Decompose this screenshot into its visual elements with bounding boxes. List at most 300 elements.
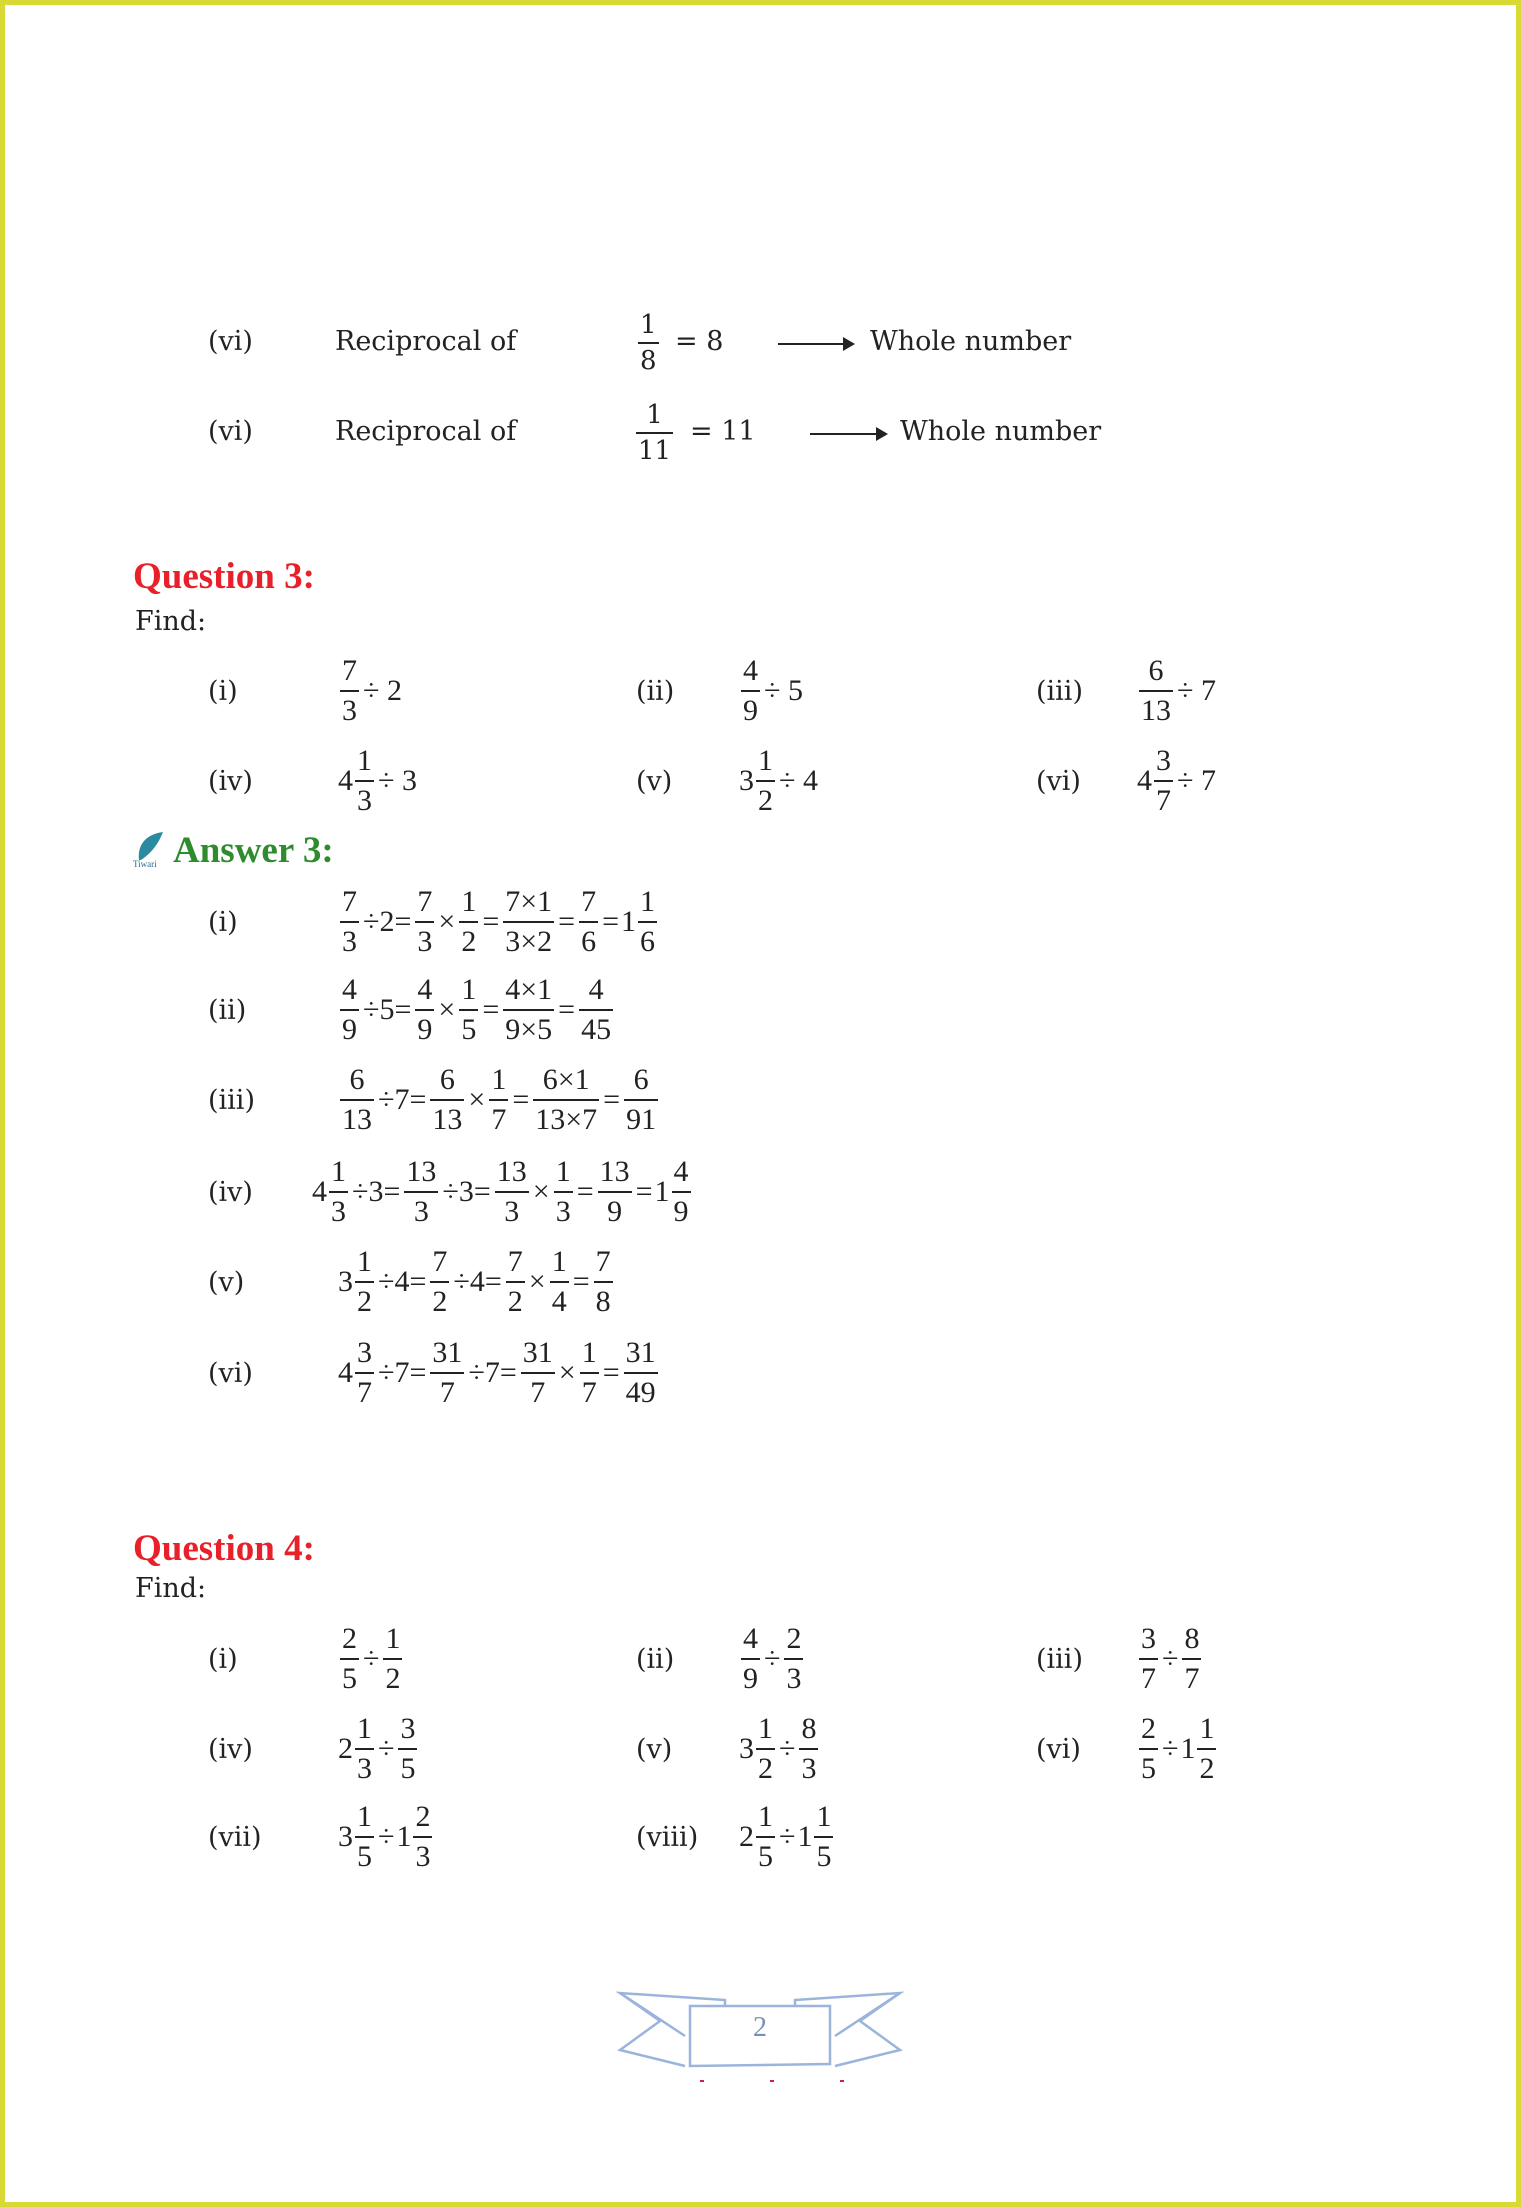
operator-text: =	[635, 1175, 653, 1208]
item-label: (iv)	[208, 1733, 253, 1765]
fraction	[741, 656, 760, 726]
item-label: (v)	[208, 1266, 245, 1298]
denominator: 8	[638, 342, 659, 374]
operator-text: ÷4=	[453, 1265, 502, 1298]
operator-text: ×	[532, 1175, 550, 1208]
denominator: 5	[1139, 1748, 1158, 1784]
numerator: 4×1	[505, 973, 553, 1006]
reciprocal-text: Reciprocal of	[335, 416, 517, 447]
denominator: 2	[756, 1748, 775, 1784]
item-expression	[338, 1614, 404, 1704]
math-expression	[338, 975, 615, 1045]
numerator: 7×1	[505, 885, 553, 918]
fraction	[430, 1338, 464, 1408]
question-4-prompt: Find:	[135, 1573, 207, 1604]
math-expression	[338, 1338, 660, 1408]
fraction	[340, 1065, 374, 1135]
fraction	[579, 975, 613, 1045]
item-label: (iii)	[1036, 675, 1083, 707]
item-label: (iii)	[1036, 1643, 1083, 1675]
numerator: 3	[400, 1712, 416, 1745]
numerator: 7	[507, 1245, 523, 1278]
denominator: 3	[355, 1748, 374, 1784]
numerator: 1	[758, 1800, 773, 1833]
operator-text: ÷ 7	[1177, 674, 1216, 707]
denominator: 9	[741, 690, 760, 726]
list-item	[1036, 1704, 1081, 1794]
list-item	[208, 1055, 255, 1145]
item-expression	[338, 646, 404, 736]
numerator: 31	[625, 1336, 656, 1369]
operator-text: ÷	[1162, 1732, 1179, 1765]
operator-text: ÷3=	[352, 1175, 401, 1208]
right-arrow-icon	[778, 343, 853, 345]
numerator: 2	[415, 1800, 431, 1833]
fraction	[741, 1624, 760, 1694]
list-item	[208, 1614, 238, 1704]
item-expression	[1137, 1704, 1218, 1794]
math-expression	[1137, 746, 1218, 816]
denominator: 5	[814, 1836, 833, 1872]
fraction	[624, 1065, 658, 1135]
denominator: 7	[1182, 1658, 1201, 1694]
numerator: 1	[331, 1155, 346, 1188]
operator-text: ×	[558, 1356, 576, 1389]
numerator: 1	[357, 744, 372, 777]
operator-text: ×	[438, 905, 456, 938]
denominator: 2	[1197, 1748, 1216, 1784]
numerator: 2	[786, 1622, 802, 1655]
fraction	[1182, 1624, 1201, 1694]
question-4-title: Question 4:	[133, 1528, 315, 1569]
list-item	[636, 646, 674, 736]
answer-3-title: Answer 3:	[173, 830, 334, 871]
fraction	[340, 1624, 359, 1694]
operator-text: =	[482, 993, 500, 1026]
item-label: (i)	[208, 675, 238, 707]
item-label: (ii)	[636, 675, 675, 707]
right-arrow-icon	[810, 433, 886, 435]
numerator: 7	[432, 1245, 448, 1278]
numerator: 1	[581, 1336, 597, 1369]
numerator: 1	[758, 1712, 773, 1745]
fraction	[413, 1802, 432, 1872]
whole-part: 1	[396, 1820, 412, 1853]
numerator: 31	[432, 1336, 463, 1369]
fraction	[355, 1247, 374, 1317]
whole-part: 3	[739, 1732, 754, 1765]
operator-text: ×	[468, 1083, 486, 1116]
operator-text: ÷	[363, 1642, 380, 1675]
math-expression	[739, 1802, 835, 1872]
fraction	[430, 1065, 464, 1135]
fraction	[329, 1157, 348, 1227]
page-number: 2	[753, 2012, 767, 2043]
math-expression	[1137, 656, 1218, 726]
denominator: 3	[340, 690, 359, 726]
fraction	[495, 1157, 529, 1227]
math-expression	[338, 1802, 434, 1872]
numerator: 3	[357, 1336, 372, 1369]
fraction	[459, 887, 478, 957]
fraction	[340, 656, 359, 726]
denominator: 45	[579, 1009, 613, 1045]
operator-text: ÷5=	[363, 993, 412, 1026]
numerator: 6	[633, 1063, 649, 1096]
fraction	[383, 1624, 402, 1694]
whole-part: 4	[312, 1175, 327, 1208]
numerator: 1	[491, 1063, 507, 1096]
item-expression	[739, 736, 820, 826]
list-item	[1036, 646, 1083, 736]
numerator: 13	[406, 1155, 437, 1188]
whole-part: 1	[654, 1175, 670, 1208]
numerator: 1	[461, 885, 477, 918]
whole-part: 1	[1180, 1732, 1196, 1765]
numerator: 1	[551, 1245, 567, 1278]
answer-3-logo	[133, 830, 169, 868]
item-expression	[312, 1147, 693, 1237]
math-expression	[338, 1624, 404, 1694]
numerator: 7	[417, 885, 433, 918]
operator-text: ×	[438, 993, 456, 1026]
fraction	[638, 887, 657, 957]
denominator: 9	[415, 1009, 434, 1045]
operator-text: ÷ 7	[1177, 764, 1216, 797]
item-label: (vi)	[208, 1357, 253, 1389]
fraction	[624, 1338, 658, 1408]
denominator: 2	[756, 780, 775, 816]
list-item	[208, 736, 253, 826]
denominator: 3	[329, 1191, 348, 1227]
list-item	[208, 1328, 253, 1418]
math-expression	[739, 1714, 820, 1784]
operator-text: =	[558, 905, 576, 938]
numerator: 1	[640, 885, 655, 918]
operator-text: =	[602, 1356, 620, 1389]
item-label: (v)	[636, 765, 673, 797]
denominator: 11	[636, 432, 673, 464]
item-label: (vi)	[208, 326, 253, 357]
denominator: 4	[550, 1281, 569, 1317]
item-label: (ii)	[636, 1643, 675, 1675]
denominator: 3	[415, 921, 434, 957]
math-expression	[636, 312, 661, 374]
numerator: 7	[595, 1245, 611, 1278]
operator-text: ÷ 5	[764, 674, 803, 707]
numerator: 1	[461, 973, 477, 1006]
denominator: 9	[741, 1658, 760, 1694]
denominator: 3	[784, 1658, 803, 1694]
item-label: (ii)	[208, 994, 247, 1026]
operator-text: =	[603, 1083, 621, 1116]
item-expression	[338, 965, 615, 1055]
numerator: 13	[496, 1155, 527, 1188]
list-item	[208, 965, 246, 1055]
denominator: 49	[624, 1372, 658, 1408]
fraction	[415, 887, 434, 957]
item-label: (iv)	[208, 1176, 253, 1208]
math-expression	[1137, 1624, 1203, 1694]
numerator: 1	[357, 1245, 372, 1278]
item-label: (i)	[208, 906, 238, 938]
math-expression	[634, 402, 675, 464]
operator-text: ÷7=	[378, 1356, 427, 1389]
item-expression	[338, 1704, 419, 1794]
numerator: 4	[417, 973, 433, 1006]
item-expression	[338, 1792, 434, 1882]
denominator: 6	[638, 921, 657, 957]
whole-part: 2	[338, 1732, 353, 1765]
question-3-prompt: Find:	[135, 606, 207, 637]
item-expression	[1137, 646, 1218, 736]
math-expression	[312, 1157, 693, 1227]
operator-text: ÷3=	[442, 1175, 491, 1208]
reciprocal-text: Reciprocal of	[335, 326, 517, 357]
fraction	[1197, 1714, 1216, 1784]
operator-text: =	[602, 905, 619, 938]
numerator: 4	[673, 1155, 689, 1188]
denominator: 5	[355, 1836, 374, 1872]
fraction	[415, 975, 434, 1045]
fraction	[638, 312, 659, 374]
fraction	[1139, 656, 1173, 726]
math-expression	[739, 746, 820, 816]
question-3-title: Question 3:	[133, 556, 315, 597]
fraction	[814, 1802, 833, 1872]
fraction	[579, 887, 598, 957]
numerator: 4	[743, 1622, 758, 1655]
list-item	[208, 1147, 253, 1237]
whole-part: 4	[338, 764, 353, 797]
operator-text: =	[558, 993, 576, 1026]
operator-text: ÷7=	[468, 1356, 517, 1389]
numerator: 7	[342, 654, 357, 687]
whole-part: 4	[1137, 764, 1152, 797]
operator-text: =	[482, 905, 500, 938]
fraction	[398, 1714, 417, 1784]
fraction	[506, 1247, 525, 1317]
numerator: 6	[349, 1063, 365, 1096]
math-expression	[338, 1247, 615, 1317]
denominator: 13×7	[533, 1099, 599, 1135]
fraction	[459, 975, 478, 1045]
numerator: 13	[599, 1155, 630, 1188]
fraction	[430, 1247, 449, 1317]
math-expression	[338, 1065, 660, 1135]
list-item	[636, 1614, 674, 1704]
item-expression	[1137, 1614, 1203, 1704]
numerator: 2	[1141, 1712, 1156, 1745]
denominator: 9	[598, 1191, 632, 1227]
operator-text: ×	[528, 1265, 546, 1298]
denominator: 3	[413, 1836, 432, 1872]
numerator: 7	[581, 885, 597, 918]
denominator: 6	[579, 921, 598, 957]
operator-text: ÷	[378, 1732, 395, 1765]
numerator: 4	[342, 973, 357, 1006]
math-expression	[338, 887, 659, 957]
fraction	[340, 887, 359, 957]
operator-text: ÷	[764, 1642, 781, 1675]
denominator: 7	[1139, 1658, 1158, 1694]
denominator: 5	[398, 1748, 417, 1784]
denominator: 2	[355, 1281, 374, 1317]
denominator: 3	[355, 780, 374, 816]
numerator: 6	[439, 1063, 455, 1096]
item-label: (v)	[636, 1733, 673, 1765]
numerator: 1	[385, 1622, 401, 1655]
reciprocal-fraction	[636, 298, 661, 388]
denominator: 3×2	[503, 921, 554, 957]
numerator: 1	[555, 1155, 571, 1188]
denominator: 3	[799, 1748, 818, 1784]
reciprocal-fraction	[634, 388, 675, 478]
denominator: 2	[383, 1658, 402, 1694]
operator-text: ÷2=	[363, 905, 412, 938]
denominator: 2	[430, 1281, 449, 1317]
fraction	[340, 975, 359, 1045]
fraction	[554, 1157, 573, 1227]
denominator: 2	[506, 1281, 525, 1317]
fraction	[355, 746, 374, 816]
numerator: 4	[743, 654, 758, 687]
numerator: 31	[522, 1336, 553, 1369]
fraction	[799, 1714, 818, 1784]
operator-text: =	[576, 1175, 594, 1208]
whole-part: 3	[338, 1265, 353, 1298]
item-label: (vi)	[1036, 765, 1081, 797]
denominator: 3	[495, 1191, 529, 1227]
fraction	[1139, 1624, 1158, 1694]
whole-part: 3	[338, 1820, 353, 1853]
list-item	[208, 1704, 253, 1794]
list-item	[636, 1792, 698, 1882]
reciprocal-result: = 8	[675, 326, 724, 357]
item-label: (iii)	[208, 1084, 255, 1116]
fraction	[521, 1338, 555, 1408]
numerator: 4	[588, 973, 604, 1006]
list-item	[208, 1792, 262, 1882]
page-number-ribbon	[615, 1988, 905, 2098]
operator-text: =	[512, 1083, 530, 1116]
denominator: 7	[489, 1099, 508, 1135]
denominator: 9	[672, 1191, 691, 1227]
item-expression	[338, 877, 659, 967]
fraction	[533, 1065, 599, 1135]
fraction	[355, 1802, 374, 1872]
fraction	[404, 1157, 438, 1227]
numerator: 1	[1199, 1712, 1215, 1745]
denominator: 7	[430, 1372, 464, 1408]
item-expression	[338, 1328, 660, 1418]
item-expression	[739, 646, 805, 736]
item-expression	[338, 1237, 615, 1327]
list-item	[1036, 736, 1081, 826]
denominator: 13	[430, 1099, 464, 1135]
reciprocal-note: Whole number	[870, 326, 1072, 357]
fraction	[503, 887, 554, 957]
operator-text: ÷ 2	[363, 674, 402, 707]
numerator: 2	[342, 1622, 357, 1655]
fraction	[598, 1157, 632, 1227]
fraction	[503, 975, 554, 1045]
item-expression	[338, 736, 419, 826]
denominator: 3	[404, 1191, 438, 1227]
math-expression	[338, 1714, 419, 1784]
denominator: 91	[624, 1099, 658, 1135]
item-label: (viii)	[636, 1821, 699, 1853]
operator-text: ÷4=	[378, 1265, 427, 1298]
item-expression	[739, 1614, 805, 1704]
math-expression	[739, 656, 805, 726]
fraction	[1154, 746, 1173, 816]
numerator: 1	[357, 1712, 372, 1745]
numerator: 6	[1148, 654, 1164, 687]
numerator: 1	[640, 310, 657, 340]
fraction	[355, 1714, 374, 1784]
denominator: 9	[340, 1009, 359, 1045]
math-expression	[739, 1624, 805, 1694]
item-label: (iv)	[208, 765, 253, 797]
item-label: (vii)	[208, 1821, 262, 1853]
numerator: 3	[1141, 1622, 1156, 1655]
whole-part: 1	[797, 1820, 813, 1853]
operator-text: ÷	[378, 1820, 395, 1853]
list-item	[1036, 1614, 1083, 1704]
operator-text: ÷	[779, 1732, 796, 1765]
fraction	[672, 1157, 691, 1227]
operator-text: ÷	[779, 1820, 796, 1853]
fraction	[1139, 1714, 1158, 1784]
denominator: 7	[1154, 780, 1173, 816]
operator-text: ÷7=	[378, 1083, 427, 1116]
denominator: 9×5	[503, 1009, 554, 1045]
fraction	[550, 1247, 569, 1317]
numerator: 1	[816, 1800, 832, 1833]
fraction	[489, 1065, 508, 1135]
denominator: 7	[580, 1372, 599, 1408]
denominator: 7	[355, 1372, 374, 1408]
denominator: 8	[594, 1281, 613, 1317]
fraction	[756, 1802, 775, 1872]
denominator: 13	[340, 1099, 374, 1135]
item-expression	[739, 1704, 820, 1794]
svg-text:Tiwari: Tiwari	[133, 859, 157, 868]
denominator: 5	[340, 1658, 359, 1694]
math-expression	[1137, 1714, 1218, 1784]
denominator: 2	[459, 921, 478, 957]
fraction	[594, 1247, 613, 1317]
whole-part: 1	[621, 905, 636, 938]
math-expression	[338, 746, 419, 816]
operator-text: ÷	[1162, 1642, 1179, 1675]
item-label: (i)	[208, 1643, 238, 1675]
fraction	[636, 402, 673, 464]
numerator: 8	[1184, 1622, 1200, 1655]
whole-part: 2	[739, 1820, 754, 1853]
fraction	[756, 1714, 775, 1784]
denominator: 7	[521, 1372, 555, 1408]
list-item	[208, 1237, 244, 1327]
list-item	[208, 877, 238, 967]
operator-text: ÷ 4	[779, 764, 818, 797]
denominator: 5	[459, 1009, 478, 1045]
fraction	[756, 746, 775, 816]
denominator: 5	[756, 1836, 775, 1872]
numerator: 1	[758, 744, 773, 777]
numerator: 8	[801, 1712, 817, 1745]
